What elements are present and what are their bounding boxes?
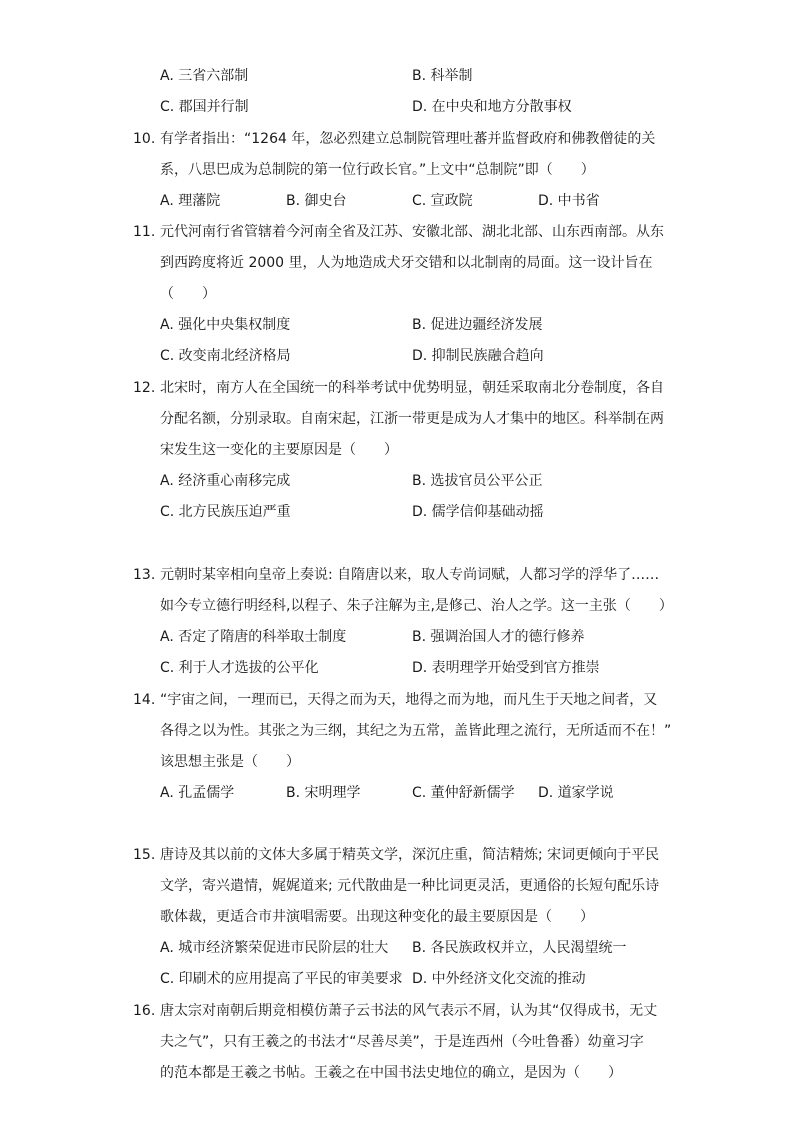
q15-stem-line-1: 唐诗及其以前的文体大多属于精英文学，深沉庄重，简洁精炼; 宋词更倾向于平民	[160, 847, 660, 863]
q16-stem-line-3: 的范本都是王羲之书帖。王羲之在中国书法史地位的确立，是因为（ ）	[160, 1065, 622, 1081]
q11-stem-line-2: 到西跨度将近 2000 里，人为地造成犬牙交错和以北制南的局面。这一设计旨在	[160, 255, 653, 271]
q14-option-a: A. 孔孟儒学	[160, 785, 235, 801]
q13-option-a: A. 否定了隋唐的科举取士制度	[160, 629, 347, 645]
q15-option-a: A. 城市经济繁荣促进市民阶层的壮大	[160, 940, 389, 956]
q11-option-c: C. 改变南北经济格局	[160, 348, 291, 364]
q10-number: 10.	[133, 131, 156, 147]
q13-stem-line-1: 元朝时某宰相向皇帝上奏说: 自隋唐以来，取人专尚词赋，人都习学的浮华了……	[160, 567, 660, 583]
q14-option-b: B. 宋明理学	[286, 785, 361, 801]
q11-number: 11.	[133, 224, 156, 240]
q14-option-d: D. 道家学说	[538, 785, 614, 801]
q15-option-d: D. 中外经济文化交流的推动	[412, 971, 586, 987]
q12-option-d: D. 儒学信仰基础动摇	[412, 504, 544, 520]
q14-stem-line-1: “宇宙之间，一理而已，天得之而为天，地得之而为地，而凡生于天地之间者，又	[160, 692, 658, 708]
q12-option-b: B. 选拔官员公平公正	[412, 473, 543, 489]
q13-stem-line-2: 如今专立德行明经科,以程子、朱子注解为主,是修己、治人之学。这一主张（ ）	[160, 598, 673, 614]
q10-stem-line-2: 系，八思巴成为总制院的第一位行政长官。”上文中“总制院”即（ ）	[160, 162, 595, 178]
q12-stem-line-1: 北宋时，南方人在全国统一的科举考试中优势明显，朝廷采取南北分卷制度，各自	[160, 380, 664, 396]
q11-stem-line-3: （ ）	[160, 286, 216, 302]
q9-option-d: D. 在中央和地方分散事权	[412, 99, 572, 115]
q15-number: 15.	[133, 847, 156, 863]
q10-option-b: B. 御史台	[286, 193, 347, 209]
q12-stem-line-2: 分配名额，分别录取。自南宋起，江浙一带更是成为人才集中的地区。科举制在两	[160, 411, 664, 427]
q13-option-c: C. 利于人才选拔的公平化	[160, 660, 319, 676]
q10-option-a: A. 理藩院	[160, 193, 221, 209]
q9-option-c: C. 郡国并行制	[160, 99, 249, 115]
q9-option-a: A. 三省六部制	[160, 68, 249, 84]
q14-stem-line-2: 各得之以为性。其张之为三纲，其纪之为五常，盖皆此理之流行，无所适而不在！”	[160, 723, 672, 739]
q16-stem-line-1: 唐太宗对南朝后期竞相模仿萧子云书法的风气表示不屑，认为其“仅得成书，无丈	[160, 1003, 658, 1019]
q12-option-a: A. 经济重心南移完成	[160, 473, 291, 489]
q14-option-c: C. 董仲舒新儒学	[412, 785, 515, 801]
q12-stem-line-3: 宋发生这一变化的主要原因是（ ）	[160, 442, 398, 458]
q11-option-a: A. 强化中央集权制度	[160, 317, 291, 333]
q15-option-c: C. 印刷术的应用提高了平民的审美要求	[160, 971, 403, 987]
q16-stem-line-2: 夫之气”，只有王羲之的书法才“尽善尽美”，于是连西州（今吐鲁番）幼童习字	[160, 1034, 644, 1050]
q14-number: 14.	[133, 692, 156, 708]
q16-number: 16.	[133, 1003, 156, 1019]
q15-stem-line-2: 文学，寄兴遣情，娓娓道来; 元代散曲是一种比词更灵活，更通俗的长短句配乐诗	[160, 878, 660, 894]
q13-number: 13.	[133, 567, 156, 583]
q12-option-c: C. 北方民族压迫严重	[160, 504, 291, 520]
q12-number: 12.	[133, 380, 156, 396]
q9-option-b: B. 科举制	[412, 68, 473, 84]
q15-stem-line-3: 歌体裁，更适合市井演唱需要。出现这种变化的最主要原因是（ ）	[160, 909, 594, 925]
q10-stem-line-1: 有学者指出：“1264 年，忽必烈建立总制院管理吐蕃并监督政府和佛教僧徒的关	[160, 131, 656, 147]
q11-option-d: D. 抑制民族融合趋向	[412, 348, 544, 364]
q15-option-b: B. 各民族政权并立，人民渴望统一	[412, 940, 627, 956]
q13-option-b: B. 强调治国人才的德行修养	[412, 629, 585, 645]
q11-stem-line-1: 元代河南行省管辖着今河南全省及江苏、安徽北部、湖北北部、山东西南部。从东	[160, 224, 664, 240]
q14-stem-line-3: 该思想主张是（ ）	[160, 754, 300, 770]
q11-option-b: B. 促进边疆经济发展	[412, 317, 543, 333]
q10-option-d: D. 中书省	[538, 193, 600, 209]
q10-option-c: C. 宣政院	[412, 193, 473, 209]
q13-option-d: D. 表明理学开始受到官方推崇	[412, 660, 600, 676]
